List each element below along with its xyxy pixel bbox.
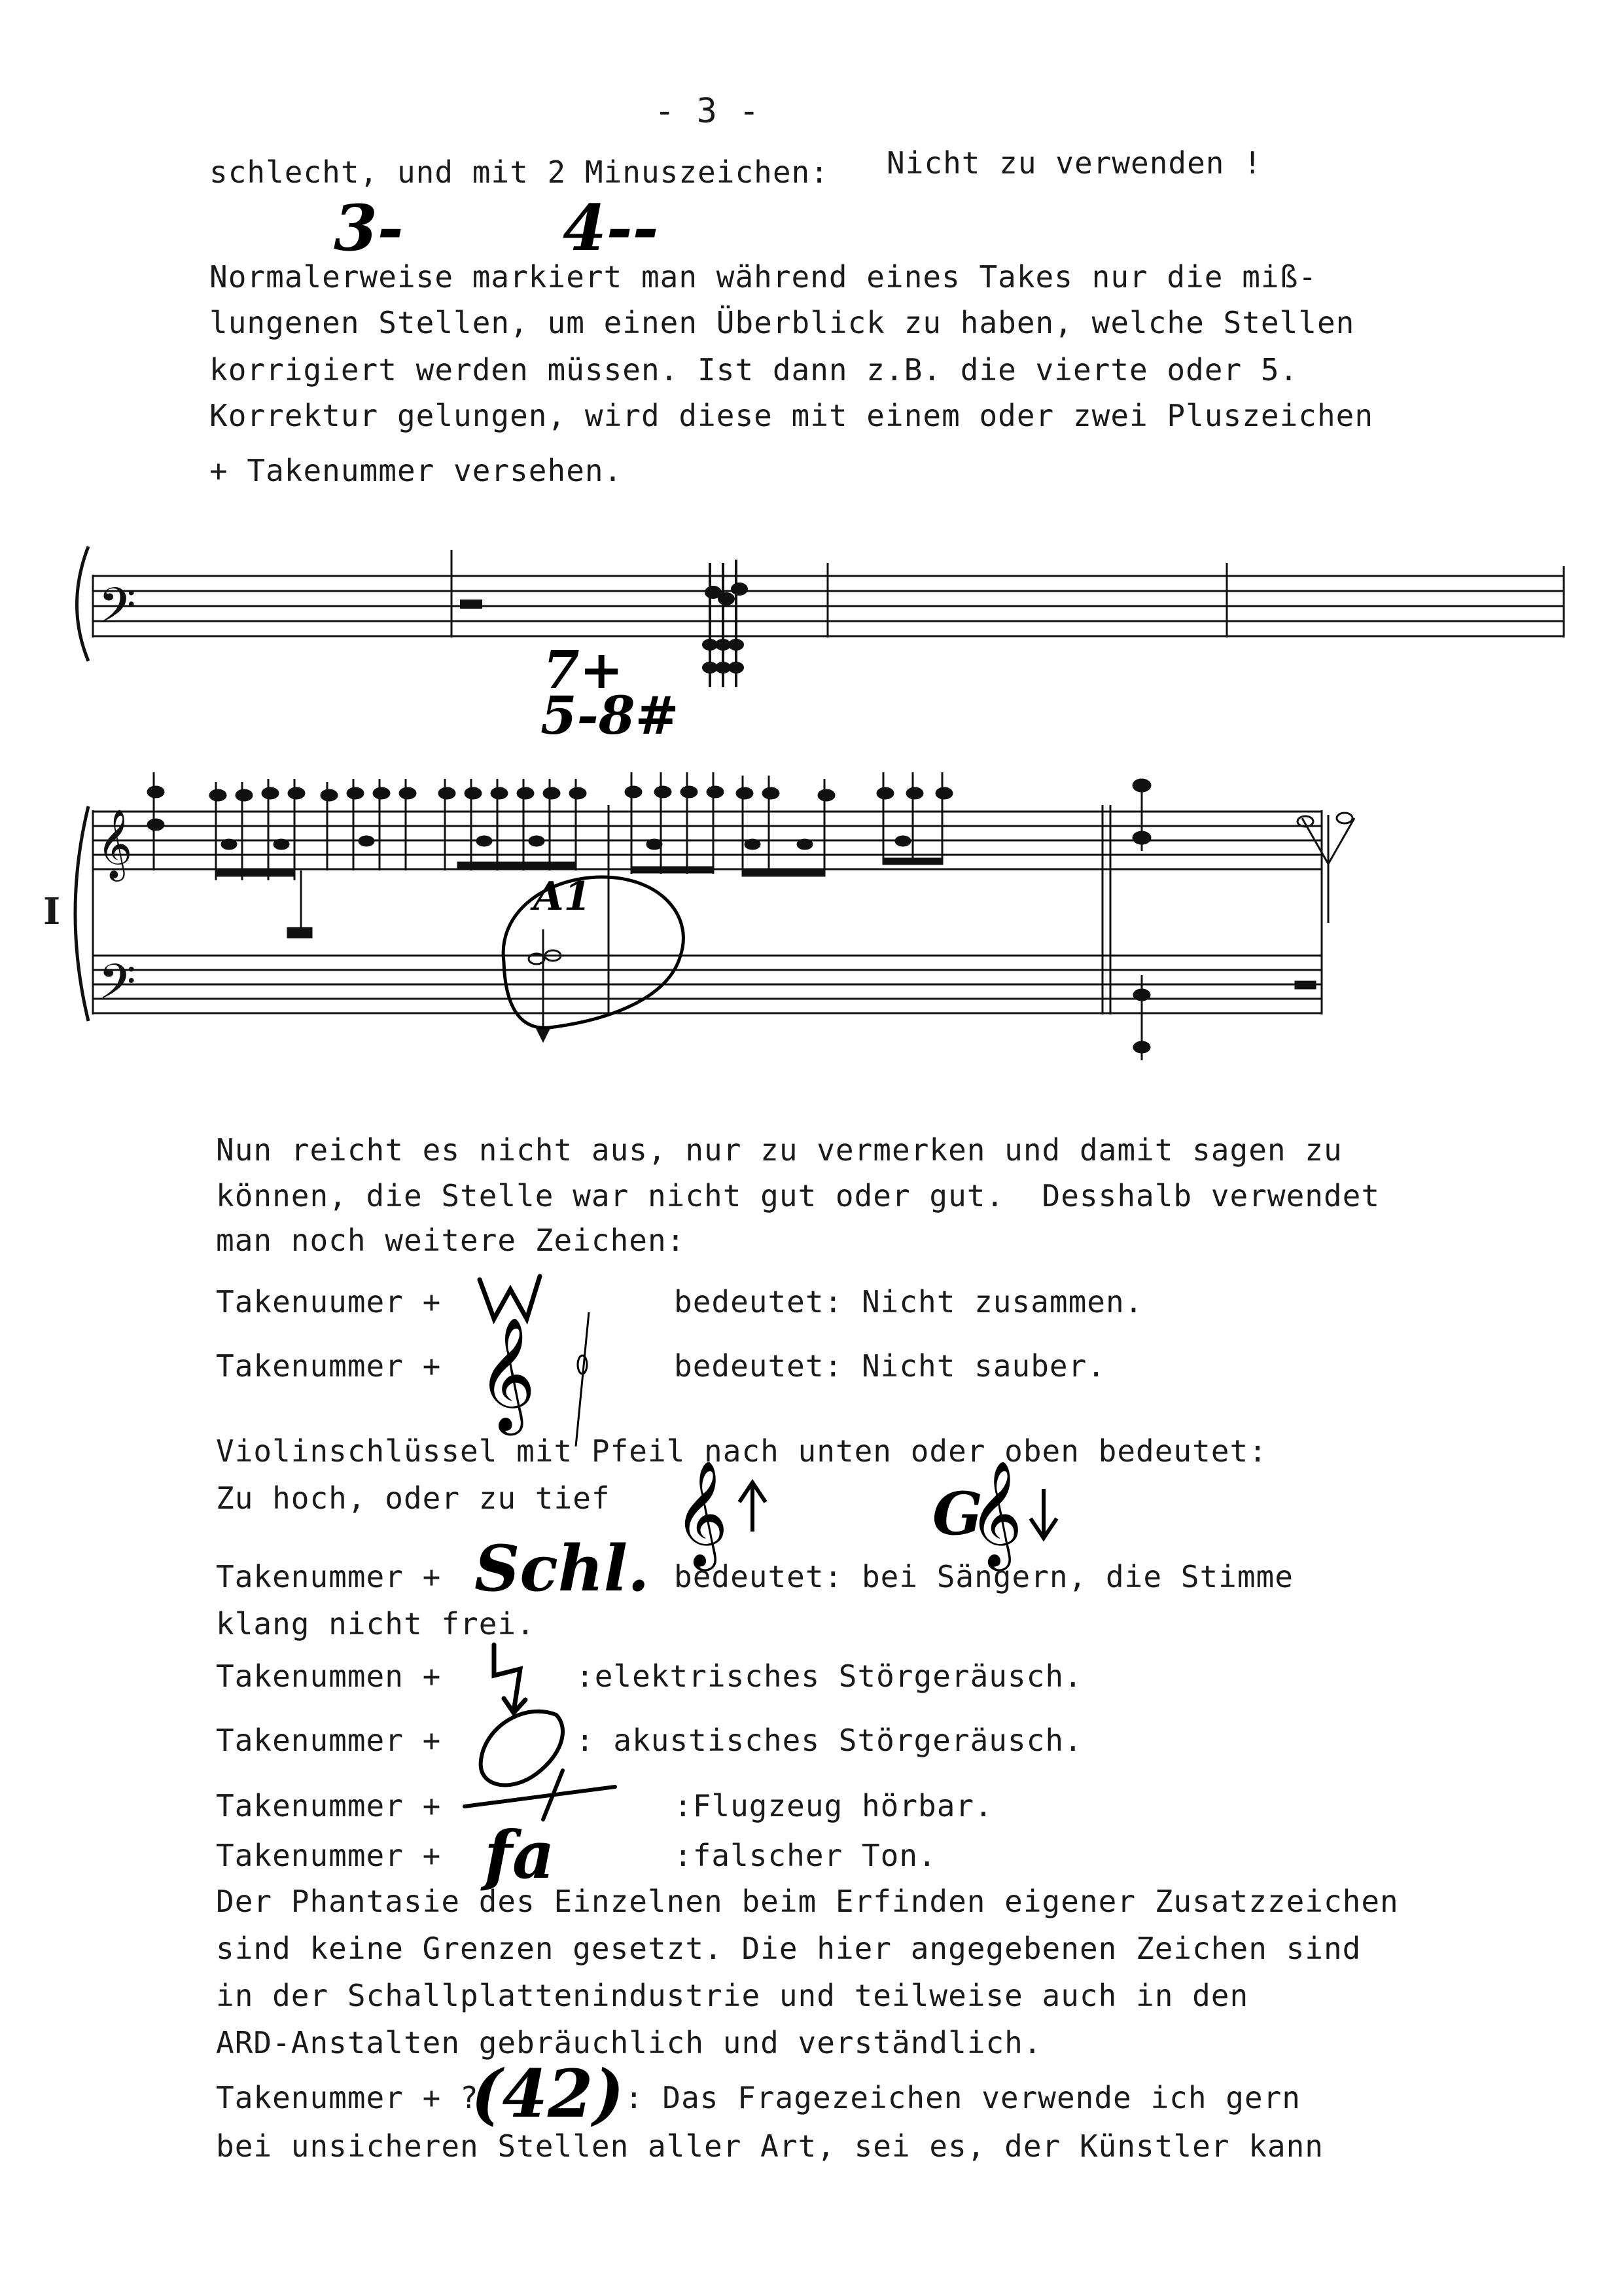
fa-lead: Takenummer + xyxy=(216,1838,442,1873)
handwritten-a1: A1 xyxy=(533,874,591,920)
closing-line-1: Der Phantasie des Einzelnen beim Erfinden eigener Zusatzzeichen xyxy=(216,1884,1399,1919)
bass-notes xyxy=(529,929,1315,1060)
hand-clef-arrow-down xyxy=(968,1460,1086,1571)
svg-text:𝄞: 𝄞 xyxy=(968,1460,1023,1567)
svg-text:𝄞: 𝄞 xyxy=(97,808,133,878)
treble-notes-measure-2 xyxy=(626,772,952,876)
handwritten-3-minus: 3- xyxy=(334,191,404,265)
schl-lead: Takenummer + xyxy=(216,1559,442,1594)
akus-meaning: : akustisches Störgeräusch. xyxy=(576,1723,1083,1758)
body-para-line-3: man noch weitere Zeichen: xyxy=(216,1223,686,1258)
svg-text:𝄢: 𝄢 xyxy=(98,954,136,1022)
music-score xyxy=(0,0,1624,1113)
closing-line-3: in der Schallplattenindustrie und teilweise auch in den xyxy=(216,1978,1249,2013)
elec-meaning: :elektrisches Störgeräusch. xyxy=(576,1659,1083,1694)
intro-line-1: schlecht, und mit 2 Minuszeichen: xyxy=(209,154,829,190)
intro-para-line-5: + Takenummer versehen. xyxy=(209,453,623,488)
body-para-line-2: können, die Stelle war nicht gut oder gut. Desshalb verwendet xyxy=(216,1178,1381,1213)
q-lead: Takenummer + ? xyxy=(216,2080,479,2115)
staff-upper xyxy=(77,547,1564,661)
sign-1-lead: Takenuumer + xyxy=(216,1284,442,1319)
intro-para-line-1: Normalerweise markiert man während eines Takes nur die miß- xyxy=(209,259,1317,295)
intro-para-line-3: korrigiert werden müssen. Ist dann z.B. die vierte oder 5. xyxy=(209,352,1299,387)
flug-lead: Takenummer + xyxy=(216,1788,442,1823)
intro-para-line-4: Korrektur gelungen, wird diese mit einem oder zwei Pluszeichen xyxy=(209,398,1374,433)
system-label: I xyxy=(43,890,62,933)
hand-clef-arrow-up xyxy=(674,1460,792,1571)
handwritten-schl: Schl. xyxy=(474,1532,650,1605)
sign-2-meaning: bedeutet: Nicht sauber. xyxy=(674,1348,1106,1384)
intro-para-line-2: lungenen Stellen, um einen Überblick zu haben, welche Stellen xyxy=(209,305,1355,340)
hand-stroke-mark xyxy=(550,1309,602,1453)
svg-text:𝄢: 𝄢 xyxy=(98,577,136,646)
bass-clef-upper xyxy=(98,577,136,646)
grand-staff-clefs xyxy=(97,808,136,1022)
handwritten-4-double-minus: 4-- xyxy=(563,191,659,265)
handwritten-42: (42) xyxy=(471,2055,624,2132)
sign-2-lead: Takenummer + xyxy=(216,1348,442,1384)
hand-treble-clef-sign xyxy=(471,1316,550,1433)
violin-line-1: Violinschlüssel mit Pfeil nach unten oder oben bedeutet: xyxy=(216,1433,1267,1469)
intro-line-1-tail: Nicht zu verwenden ! xyxy=(887,145,1262,181)
handwritten-g: G xyxy=(932,1479,983,1549)
closing-line-2: sind keine Grenzen gesetzt. Die hier angegebenen Zeichen sind xyxy=(216,1931,1362,1966)
schl-meaning-2: klang nicht frei. xyxy=(216,1606,535,1641)
hand-circle-a1 xyxy=(503,877,683,1028)
svg-text:𝄞: 𝄞 xyxy=(478,1317,536,1431)
svg-text:𝄞: 𝄞 xyxy=(674,1460,728,1567)
akus-lead: Takenummer + xyxy=(216,1723,442,1758)
handwritten-7-plus: 7+ xyxy=(543,639,624,700)
last-line: bei unsicheren Stellen aller Art, sei es, der Künstler kann xyxy=(216,2128,1324,2164)
sign-1-meaning: bedeutet: Nicht zusammen. xyxy=(674,1284,1144,1319)
q-meaning: : Das Fragezeichen verwende ich gern xyxy=(625,2080,1301,2115)
handwritten-fa: fa xyxy=(484,1816,555,1893)
page-number: - 3 - xyxy=(654,92,760,131)
handwritten-5-8-sharp: 5-8# xyxy=(540,685,679,746)
elec-lead: Takenummen + xyxy=(216,1659,442,1694)
body-para-line-1: Nun reicht es nicht aus, nur zu vermerken und damit sagen zu xyxy=(216,1132,1343,1168)
violin-line-2: Zu hoch, oder zu tief xyxy=(216,1480,610,1516)
schl-meaning: bedeutet: bei Sängern, die Stimme xyxy=(674,1559,1294,1594)
fa-meaning: :falscher Ton. xyxy=(674,1838,937,1873)
flug-meaning: :Flugzeug hörbar. xyxy=(674,1788,993,1823)
closing-line-4: ARD-Anstalten gebräuchlich und verständlich. xyxy=(216,2025,1042,2060)
